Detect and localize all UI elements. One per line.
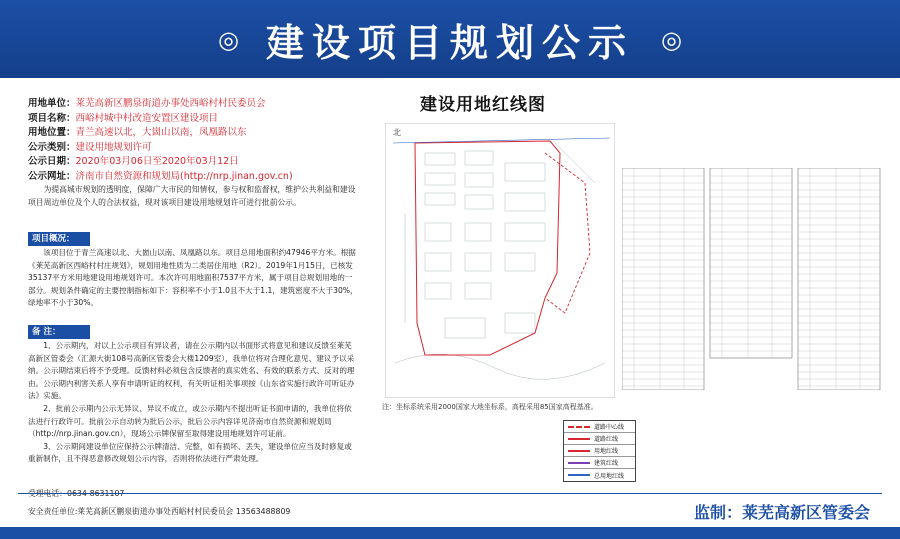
supervisor-label: 监制：莱芜高新区管委会: [693, 503, 870, 522]
map-title: 建设用地红线图: [420, 95, 546, 115]
legend-item: [564, 445, 635, 457]
info-row: [28, 141, 358, 156]
legend-swatch: [568, 450, 590, 452]
info-row: [28, 155, 358, 170]
map-frame: [385, 123, 615, 398]
coordinate-tables: [622, 168, 884, 390]
coord-table-rows: [622, 168, 880, 390]
notes-body: [28, 340, 358, 466]
note-paragraph: 2、批前公示期内公示无异议、异议不成立，或公示期内不提出听证书面申请的，我单位将依法进行行政许可。批前公示自动转为批后公示，批后公示内容详见济南市自然资源和规划局（http://nrp.jinan.gov.cn），现场公示牌保留至取得建设用地规划许可证前。: [28, 403, 352, 439]
intro-text: 为提高城市规划的透明度，保障广大市民的知情权，参与权和监督权，维护公共利益和建设项目周边单位及个人的合法权益，现对该项目建设用地规划许可进行批前公示。: [28, 185, 356, 207]
project-info: [28, 97, 358, 184]
map-note: 注：坐标系统采用2000国家大地坐标系，高程采用85国家高程基准。: [382, 403, 598, 411]
footer-divider: [18, 493, 882, 494]
legend-item: [564, 457, 635, 469]
info-value: 西峪村城中村改造安置区建设项目: [75, 112, 219, 124]
info-key: 公示类别：: [28, 141, 76, 153]
info-row: [28, 126, 358, 141]
info-key: 用地位置：: [28, 127, 76, 138]
overview-heading: 项目概况：: [28, 232, 90, 246]
note-paragraph: 3、公示期间建设单位应保持公示牌清洁、完整，如有损坏、丢失，建设单位应当及时修复或重新制作，且不得恶意修改规划公示内容，否则将依法进行严肃处理。: [28, 441, 352, 464]
legend-swatch: [568, 426, 590, 428]
legend: [563, 420, 636, 482]
circle-deco-icon: ◎: [661, 26, 682, 54]
north-label: 北: [393, 128, 401, 137]
legend-label: 总用地红线: [594, 472, 625, 480]
hotline-text: 受理电话：0634-8631107: [28, 489, 125, 498]
overview-text: 该项目位于青兰高速以北、大崮山以南、凤凰路以东。项目总用地面积约47946平方米。根据《莱芜高新区西峪村村庄规划》，规划用地性质为二类居住用地（R2）。2019年1月15日，已核发35137平方米用地建设用地规划许可。本次许可用地面积7537平方米，属于项目总规划用地的一部分。规划条件确定的主要控制指标如下：容积率不小于1.0且不大于1.1，建筑密度不大于30%，绿地率不小于30%。: [28, 248, 358, 308]
page-title: 建设项目规划公示: [265, 19, 634, 65]
legend-item: [564, 421, 635, 433]
legend-item: [564, 433, 635, 445]
notes-heading: 备 注：: [28, 325, 90, 339]
legend-swatch: [568, 462, 590, 464]
overview-body: [28, 247, 358, 310]
info-value: 建设用地规划许可: [75, 141, 152, 153]
info-value: 青兰高速以北，大崮山以南，凤凰路以东: [75, 127, 247, 138]
legend-swatch: [568, 474, 590, 476]
coord-table: [622, 168, 704, 390]
header-banner: [0, 0, 900, 78]
bottom-bar: [0, 527, 900, 539]
info-key: 公示网址：: [28, 170, 76, 182]
info-row: [28, 170, 358, 185]
legend-label: 道路中心线: [594, 424, 625, 431]
legend-item: [564, 469, 635, 481]
info-key: 用地单位：: [28, 98, 76, 109]
info-key: 公示日期：: [28, 156, 76, 167]
responsible-unit: 安全责任单位:莱芜高新区鹏泉街道办事处西峪村村民委员会 13563488809: [28, 507, 291, 516]
legend-label: 用地红线: [594, 448, 619, 455]
info-key: 项目名称：: [28, 112, 76, 124]
coord-table: [710, 168, 792, 358]
coord-table: [798, 168, 880, 390]
site-map: [385, 123, 615, 398]
legend-swatch: [568, 438, 590, 440]
circle-deco-icon: ◎: [218, 26, 239, 54]
info-value: 济南市自然资源和规划局(http://nrp.jinan.gov.cn): [75, 170, 293, 182]
info-value: 莱芜高新区鹏泉街道办事处西峪村村民委员会: [75, 98, 266, 109]
legend-label: 建筑红线: [594, 460, 619, 467]
note-paragraph: 1、公示期内，对以上公示项目有异议者，请在公示期内以书面形式将意见和建议反馈至莱芜高新区管委会（汇源大街108号高新区管委会大楼1209室），我单位将对合理化意见、建议予以采纳。公示期结束后将不予受理。反馈材料必须包含反馈者的真实姓名、有效的联系方式、反对的理由。公示期内利害关系人享有申请听证的权利，有关听证相关事项按《山东省实施行政许可听证办法》实施。: [28, 341, 355, 401]
legend-label: 道路红线: [594, 436, 619, 443]
info-value: 2020年03月06日至2020年03月12日: [75, 156, 239, 167]
info-row: [28, 97, 358, 112]
info-row: [28, 112, 358, 127]
